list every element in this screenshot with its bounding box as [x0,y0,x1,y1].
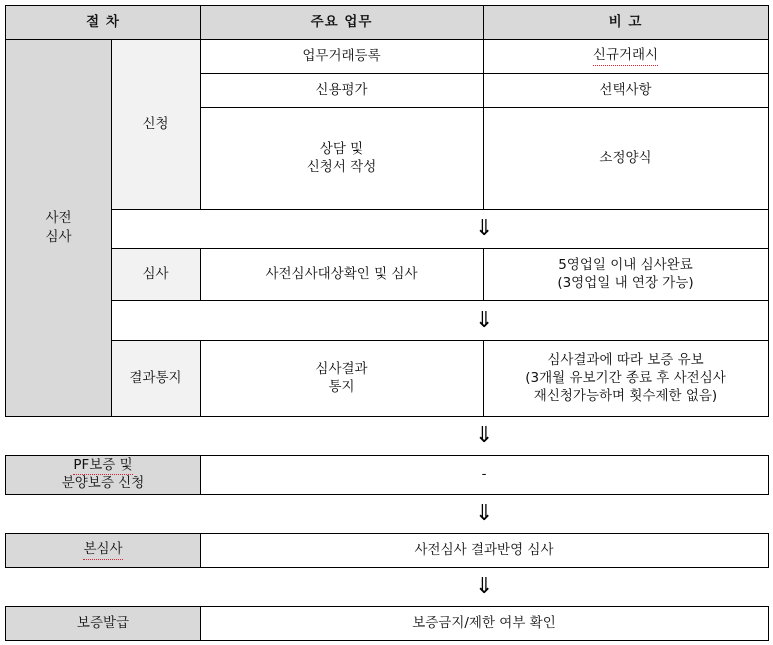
remark-new-transaction [483,39,768,73]
table-border [5,533,769,534]
table-border [768,5,769,210]
table-border [5,533,6,568]
result-task [200,340,483,416]
table-border [5,606,6,641]
issuance-label: 보증발급 [6,606,200,640]
result-task-line2: 통지 [328,379,355,395]
table-border [768,533,769,568]
table-border [5,455,769,456]
table-border [111,340,769,341]
review-remark [483,248,768,300]
pre-review-label-line1: 사전 [45,210,72,227]
table-border [200,73,769,74]
table-border [200,107,769,108]
review-task: 사전심사대상확인 및 심사 [265,265,418,282]
table-border [483,340,484,417]
table-border [5,606,769,607]
table-border [111,209,769,210]
table-border [768,248,769,301]
table-border [200,248,201,301]
table-border [483,248,484,301]
table-border [111,248,769,249]
table-border [200,533,201,568]
table-border [200,5,201,210]
main-review-label [6,533,200,567]
down-arrow-icon: ⇓ [475,501,494,526]
task-credit-evaluation: 신용평가 [315,81,368,98]
table-border [5,416,769,417]
header-main-tasks: 주요 업무 [200,6,483,39]
header-remarks: 비 고 [483,6,768,39]
task-consultation-line2: 신청서 작성 [306,159,377,175]
task-consultation-line1: 상담 및 [319,140,364,157]
table-border [5,640,769,641]
table-border [5,39,769,40]
table-border [5,494,769,495]
review-label: 심사 [111,248,200,300]
main-review-label-text: 본심사 [83,540,122,559]
header-procedure: 절 차 [6,6,200,39]
result-remark-line1: 심사결과에 따라 보증 유보 [547,351,704,368]
down-arrow-icon: ⇓ [475,574,494,599]
table-border [5,5,769,6]
table-border [768,300,769,341]
table-border [111,209,112,249]
table-border [768,340,769,417]
pf-application-label [6,455,200,494]
table-border [5,5,6,417]
down-arrow-icon: ⇓ [475,216,494,241]
result-remark [483,340,768,416]
remark-prescribed-form: 소정양식 [599,149,652,166]
down-arrow-icon: ⇓ [475,423,494,448]
table-border [200,455,201,495]
table-border [768,606,769,641]
pf-label-line2: 분양보증 신청 [61,475,145,491]
result-task-line1: 심사결과 [315,360,368,377]
table-border [200,606,201,641]
pre-review-label [6,39,111,416]
result-remark-line3: 재신청가능하며 횟수제한 없음) [533,388,718,405]
review-remark-line1: 5영업일 이내 심사완료 [558,256,693,273]
review-remark-line2: (3영업일 내 연장 가능) [557,275,694,291]
issuance-value: 보증금지/제한 여부 확인 [412,614,556,631]
table-border [200,340,201,417]
task-business-registration: 업무거래등록 [302,47,381,64]
pf-label-line1: PF보증 및 [73,457,133,474]
main-review-value: 사전심사 결과반영 심사 [414,541,554,558]
task-consultation [200,107,483,209]
table-border [483,5,484,210]
table-border [5,455,6,495]
result-remark-line2: (3개월 유보기간 종료 후 사전심사 [525,369,726,386]
table-border [768,455,769,495]
remark-new-transaction-text: 신규거래시 [593,46,658,65]
result-label: 결과통지 [111,340,200,416]
table-border [111,300,769,301]
down-arrow-icon: ⇓ [475,308,494,333]
remark-optional: 선택사항 [599,81,652,98]
pf-value: - [481,466,487,483]
application-label: 신청 [111,39,200,209]
table-border [5,567,769,568]
pre-review-label-line2: 심사 [45,228,72,245]
table-border [111,300,112,341]
table-border [768,209,769,249]
